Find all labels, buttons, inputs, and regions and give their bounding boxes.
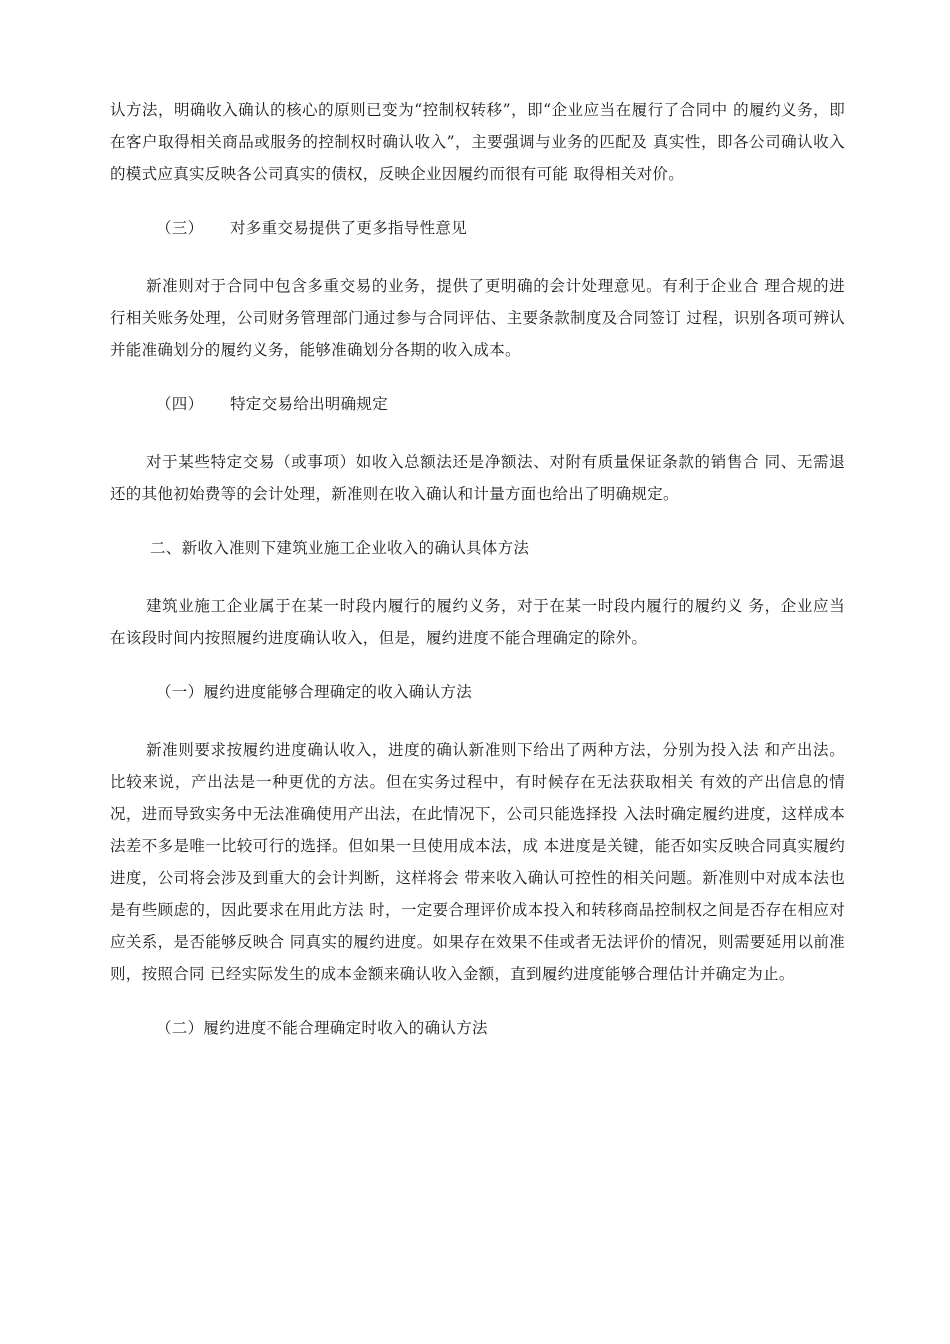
spacer [110,510,845,532]
section-two-heading: 二、新收入准则下建筑业施工企业收入的确认具体方法 [150,539,530,557]
paragraph-control-transfer: 认方法，明确收入确认的核心的原则已变为“控制权转移”，即“企业应当在履行了合同中 的履约义务，即在客户取得相关商品或服务的控制权时确认收入”，主要强调与业务的匹配及 真实性，即各公司确认收入的模式应真实反映各公司真实的债权，反映企业因履约而很有可能 取得相关对价。 [110,101,845,183]
document-page [110,94,845,1044]
spacer [110,244,845,270]
spacer [110,564,845,590]
spacer [110,420,845,446]
paragraph-progress-methods: 新准则要求按履约进度确认收入，进度的确认新准则下给出了两种方法，分别为投入法 和产出法。比较来说，产出法是一种更优的方法。但在实务过程中，有时候存在无法获取相关 有效的产出信息的情况，进而导致实务中无法准确使用产出法，在此情况下，公司只能选择投 入法时确定履约进度，这样成本法差不多是唯一比较可行的选择。但如果一旦使用成本法，成 本进度是关键，能否如实反映合同真实履约进度，公司将会涉及到重大的会计判断，这样将会 带来收入确认可控性的相关问题。新准则中对成本法也是有些顾虑的，因此要求在用此方法 时，一定要合理评价成本投入和转移商品控制权之间是否存在相应对应关系，是否能够反映合 同真实的履约进度。如果存在效果不佳或者无法评价的情况，则需要延用以前准则，按照合同 已经实际发生的成本金额来确认收入金额，直到履约进度能够合理估计并确定为止。 [110,741,845,983]
heading-three-text: 对多重交易提供了更多指导性意见 [230,219,468,237]
heading-four-number: （四） [156,395,204,413]
spacer [110,708,845,734]
paragraph-specific-transactions: 对于某些特定交易（或事项）如收入总额法还是净额法、对附有质量保证条款的销售合 同、无需退还的其他初始费等的会计处理，新准则在收入确认和计量方面也给出了明确规定。 [110,453,845,503]
heading-three [110,212,845,244]
heading-four-text: 特定交易给出明确规定 [230,395,389,413]
paragraph-construction-enterprises: 建筑业施工企业属于在某一时段内履行的履约义务，对于在某一时段内履行的履约义 务，企业应当在该段时间内按照履约进度确认收入，但是，履约进度不能合理确定的除外。 [110,597,845,647]
heading-three-number: （三） [156,219,204,237]
spacer [110,366,845,388]
paragraph-multiple-transactions: 新准则对于合同中包含多重交易的业务，提供了更明确的会计处理意见。有利于企业合 理合规的进行相关账务处理，公司财务管理部门通过参与合同评估、主要条款制度及合同签订 过程，识别各项可辨认并能准确划分的履约义务，能够准确划分各期的收入成本。 [110,277,845,359]
spacer [110,990,845,1012]
subheading-one: （一）履约进度能够合理确定的收入确认方法 [156,683,473,701]
spacer [110,654,845,676]
heading-four [110,388,845,420]
subheading-two: （二）履约进度不能合理确定时收入的确认方法 [156,1019,488,1037]
spacer [110,190,845,212]
